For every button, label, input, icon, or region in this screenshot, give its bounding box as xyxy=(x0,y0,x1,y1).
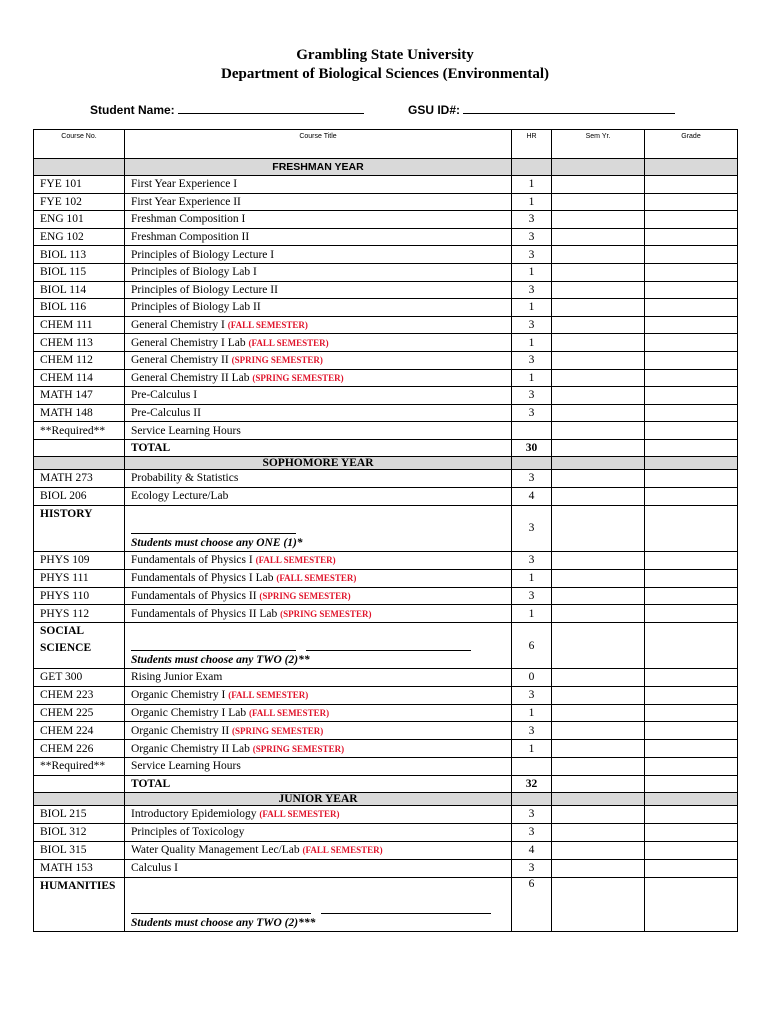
credit-hours: 1 xyxy=(528,178,535,191)
course-title: First Year Experience I xyxy=(131,178,238,191)
sem-yr-cell[interactable] xyxy=(552,551,645,569)
grade-cell[interactable] xyxy=(645,387,738,405)
course-row xyxy=(34,316,738,334)
course-code: CHEM 224 xyxy=(40,724,94,737)
credit-hours: 3 xyxy=(528,689,535,702)
credit-hours: 3 xyxy=(528,472,535,485)
course-code: BIOL 116 xyxy=(40,301,87,314)
course-row xyxy=(34,605,738,623)
credit-hours: 3 xyxy=(528,248,535,261)
course-code: MATH 148 xyxy=(40,407,93,420)
credit-hours: 1 xyxy=(528,572,535,585)
course-title: General Chemistry I xyxy=(131,319,225,332)
course-code: CHEM 113 xyxy=(40,336,93,349)
total-hours: 30 xyxy=(525,441,538,454)
elective-blank[interactable] xyxy=(131,903,311,914)
year-title: SOPHOMORE YEAR xyxy=(262,456,374,469)
course-row xyxy=(34,281,738,299)
course-row xyxy=(34,246,738,264)
course-code: PHYS 112 xyxy=(40,607,90,620)
course-row xyxy=(34,669,738,687)
course-code: ENG 102 xyxy=(40,231,84,244)
course-title: Water Quality Management Lec/Lab xyxy=(131,844,300,857)
grade-cell[interactable] xyxy=(645,686,738,704)
semester-note: (FALL SEMESTER) xyxy=(227,320,308,331)
course-code: GET 300 xyxy=(40,671,83,684)
sem-yr-cell[interactable] xyxy=(552,587,645,605)
sem-yr-cell[interactable] xyxy=(552,387,645,405)
credit-hours: 3 xyxy=(528,319,535,332)
sem-yr-cell[interactable] xyxy=(552,704,645,722)
course-row xyxy=(34,176,738,194)
col-grade: Grade xyxy=(681,133,701,140)
history-label: HISTORY xyxy=(40,507,93,520)
credit-hours: 3 xyxy=(528,826,535,839)
sem-yr-cell[interactable] xyxy=(552,877,645,931)
grade-cell[interactable] xyxy=(645,740,738,758)
course-code: CHEM 111 xyxy=(40,319,93,332)
department-title: Department of Biological Sciences (Environmental) xyxy=(220,66,549,82)
course-row xyxy=(34,740,738,758)
sem-yr-cell[interactable] xyxy=(552,228,645,246)
sem-yr-cell[interactable] xyxy=(552,469,645,487)
course-title: Fundamentals of Physics II Lab xyxy=(131,607,278,620)
sem-yr-cell[interactable] xyxy=(552,669,645,687)
grade-cell[interactable] xyxy=(645,669,738,687)
course-code: CHEM 225 xyxy=(40,707,94,720)
course-code: PHYS 111 xyxy=(40,572,89,585)
course-title: Fundamentals of Physics II xyxy=(131,589,257,602)
sem-yr-cell[interactable] xyxy=(552,404,645,422)
course-title: Probability & Statistics xyxy=(131,472,239,485)
credit-hours: 3 xyxy=(528,231,535,244)
total-label: TOTAL xyxy=(131,441,171,454)
sem-yr-cell[interactable] xyxy=(552,422,645,440)
sem-yr-cell[interactable] xyxy=(552,281,645,299)
elective-row xyxy=(34,623,738,669)
semester-note: (SPRING SEMESTER) xyxy=(231,355,323,366)
course-title: Ecology Lecture/Lab xyxy=(131,490,229,503)
column-header-row xyxy=(34,130,738,159)
course-row xyxy=(34,263,738,281)
course-code: BIOL 315 xyxy=(40,844,87,857)
semester-note: (SPRING SEMESTER) xyxy=(280,608,372,619)
course-row xyxy=(34,369,738,387)
sem-yr-cell[interactable] xyxy=(552,740,645,758)
course-row xyxy=(34,299,738,317)
sem-yr-cell[interactable] xyxy=(552,211,645,229)
course-title: Pre-Calculus I xyxy=(131,389,198,402)
sem-yr-cell[interactable] xyxy=(552,605,645,623)
course-title: Freshman Composition I xyxy=(131,213,246,226)
course-code: CHEM 226 xyxy=(40,742,94,755)
credit-hours: 3 xyxy=(528,808,535,821)
sem-yr-cell[interactable] xyxy=(552,823,645,841)
grade-cell[interactable] xyxy=(645,805,738,823)
grade-cell[interactable] xyxy=(645,487,738,505)
course-title: Principles of Biology Lecture II xyxy=(131,283,278,296)
course-table xyxy=(33,129,738,932)
credit-hours: 1 xyxy=(528,742,535,755)
elective-instruction: Students must choose any TWO (2)** xyxy=(131,654,310,667)
grade-cell[interactable] xyxy=(645,228,738,246)
year-header xyxy=(34,159,738,176)
grade-cell[interactable] xyxy=(645,859,738,877)
sem-yr-cell[interactable] xyxy=(552,505,645,551)
grade-cell[interactable] xyxy=(645,775,738,792)
sem-yr-cell[interactable] xyxy=(552,758,645,776)
grade-cell[interactable] xyxy=(645,281,738,299)
credit-hours: 1 xyxy=(528,371,535,384)
grade-cell[interactable] xyxy=(645,758,738,776)
grade-cell[interactable] xyxy=(645,877,738,931)
course-row xyxy=(34,351,738,369)
course-title: General Chemistry I Lab xyxy=(131,336,246,349)
elective-instruction: Students must choose any TWO (2)*** xyxy=(131,916,316,929)
sem-yr-cell[interactable] xyxy=(552,176,645,194)
course-code: BIOL 312 xyxy=(40,826,87,839)
elective-blank[interactable] xyxy=(131,523,296,534)
credit-hours: 3 xyxy=(528,724,535,737)
credit-hours: 0 xyxy=(528,671,535,684)
sem-yr-cell[interactable] xyxy=(552,686,645,704)
course-title: Introductory Epidemiology xyxy=(131,808,257,821)
grade-cell[interactable] xyxy=(645,623,738,669)
credit-hours: 6 xyxy=(528,639,535,652)
semester-note: (FALL SEMESTER) xyxy=(259,809,340,820)
course-code: ENG 101 xyxy=(40,213,84,226)
grade-cell[interactable] xyxy=(645,193,738,211)
col-hr: HR xyxy=(526,133,537,140)
course-title: Principles of Biology Lab I xyxy=(131,266,257,279)
sem-yr-cell[interactable] xyxy=(552,487,645,505)
course-row xyxy=(34,334,738,352)
course-title: Fundamentals of Physics I Lab xyxy=(131,572,274,585)
semester-note: (FALL SEMESTER) xyxy=(248,708,330,719)
semester-note: (FALL SEMESTER) xyxy=(255,555,336,566)
sem-yr-cell[interactable] xyxy=(552,299,645,317)
semester-note: (FALL SEMESTER) xyxy=(302,845,383,856)
grade-cell[interactable] xyxy=(645,316,738,334)
course-title: Service Learning Hours xyxy=(131,760,241,773)
gsu-id-label: GSU ID#: xyxy=(408,103,461,117)
credit-hours: 1 xyxy=(528,336,535,349)
course-code: CHEM 114 xyxy=(40,371,93,384)
gsu-id-field xyxy=(408,101,675,117)
gsu-id-blank[interactable] xyxy=(463,101,675,114)
course-row xyxy=(34,228,738,246)
sem-yr-cell[interactable] xyxy=(552,859,645,877)
course-code: MATH 147 xyxy=(40,389,93,402)
sem-yr-cell[interactable] xyxy=(552,775,645,792)
course-row xyxy=(34,805,738,823)
credit-hours: 4 xyxy=(528,844,535,857)
elective-instruction: Students must choose any ONE (1)* xyxy=(131,536,303,549)
course-title: Organic Chemistry II xyxy=(131,724,230,737)
course-row xyxy=(34,569,738,587)
credit-hours: 6 xyxy=(528,877,535,890)
student-name-field xyxy=(90,101,364,117)
grade-cell[interactable] xyxy=(645,246,738,264)
sem-yr-cell[interactable] xyxy=(552,351,645,369)
grade-cell[interactable] xyxy=(645,211,738,229)
course-code: **Required** xyxy=(40,760,106,773)
credit-hours: 3 xyxy=(528,522,535,535)
semester-note: (SPRING SEMESTER) xyxy=(232,725,324,736)
university-title: Grambling State University xyxy=(296,47,474,63)
col-course-no: Course No. xyxy=(61,133,97,140)
credit-hours: 3 xyxy=(528,354,535,367)
semester-note: (SPRING SEMESTER) xyxy=(259,590,351,601)
social-label-1: SOCIAL xyxy=(40,625,85,638)
student-name-blank[interactable] xyxy=(178,101,364,114)
student-name-label: Student Name: xyxy=(90,103,175,117)
total-label: TOTAL xyxy=(131,777,171,790)
course-row xyxy=(34,551,738,569)
course-code: BIOL 115 xyxy=(40,266,87,279)
credit-hours: 3 xyxy=(528,554,535,567)
grade-cell[interactable] xyxy=(645,351,738,369)
course-title: Rising Junior Exam xyxy=(131,671,223,684)
year-title: FRESHMAN YEAR xyxy=(272,161,364,173)
elective-blank[interactable] xyxy=(306,640,471,651)
grade-cell[interactable] xyxy=(645,439,738,456)
course-row xyxy=(34,859,738,877)
total-row xyxy=(34,439,738,456)
course-row xyxy=(34,422,738,440)
course-code: BIOL 113 xyxy=(40,248,87,261)
sem-yr-cell[interactable] xyxy=(552,439,645,456)
sem-yr-cell[interactable] xyxy=(552,246,645,264)
total-row xyxy=(34,775,738,792)
sem-yr-cell[interactable] xyxy=(552,805,645,823)
course-code: **Required** xyxy=(40,424,106,437)
sem-yr-cell[interactable] xyxy=(552,369,645,387)
course-title: Service Learning Hours xyxy=(131,424,241,437)
semester-note: (SPRING SEMESTER) xyxy=(252,743,345,754)
course-title: Organic Chemistry II Lab xyxy=(131,742,250,755)
grade-cell[interactable] xyxy=(645,263,738,281)
credit-hours: 3 xyxy=(528,389,535,402)
grade-cell[interactable] xyxy=(645,422,738,440)
course-code: CHEM 223 xyxy=(40,689,94,702)
course-row xyxy=(34,722,738,740)
credit-hours: 1 xyxy=(528,607,535,620)
col-sem-yr: Sem Yr. xyxy=(585,133,611,140)
credit-hours: 1 xyxy=(528,195,535,208)
course-title: General Chemistry II xyxy=(131,354,229,367)
credit-hours: 3 xyxy=(528,589,535,602)
grade-cell[interactable] xyxy=(645,587,738,605)
social-label-2: SCIENCE xyxy=(40,642,92,655)
course-title: Freshman Composition II xyxy=(131,231,250,244)
sem-yr-cell[interactable] xyxy=(552,316,645,334)
course-code: PHYS 110 xyxy=(40,589,90,602)
elective-row xyxy=(34,877,738,931)
course-code: FYE 102 xyxy=(40,195,82,208)
course-code: MATH 153 xyxy=(40,862,93,875)
semester-note: (FALL SEMESTER) xyxy=(276,573,357,584)
course-row xyxy=(34,704,738,722)
sem-yr-cell[interactable] xyxy=(552,263,645,281)
sem-yr-cell[interactable] xyxy=(552,193,645,211)
course-code: FYE 101 xyxy=(40,178,82,191)
credit-hours: 3 xyxy=(528,862,535,875)
col-course-title: Course Title xyxy=(299,133,337,140)
course-row xyxy=(34,469,738,487)
course-code: BIOL 114 xyxy=(40,283,87,296)
grade-cell[interactable] xyxy=(645,551,738,569)
course-row xyxy=(34,823,738,841)
course-title: Principles of Biology Lecture I xyxy=(131,248,275,261)
course-row xyxy=(34,211,738,229)
credit-hours: 3 xyxy=(528,283,535,296)
sem-yr-cell[interactable] xyxy=(552,623,645,669)
course-code: BIOL 215 xyxy=(40,808,87,821)
year-title: JUNIOR YEAR xyxy=(278,792,358,805)
course-code: CHEM 112 xyxy=(40,354,93,367)
grade-cell[interactable] xyxy=(645,176,738,194)
course-row xyxy=(34,587,738,605)
grade-cell[interactable] xyxy=(645,299,738,317)
course-title: Pre-Calculus II xyxy=(131,407,201,420)
sem-yr-cell[interactable] xyxy=(552,841,645,859)
grade-cell[interactable] xyxy=(645,469,738,487)
course-code: BIOL 206 xyxy=(40,490,87,503)
course-title: First Year Experience II xyxy=(131,195,241,208)
year-header xyxy=(34,792,738,805)
sem-yr-cell[interactable] xyxy=(552,334,645,352)
elective-blank[interactable] xyxy=(131,640,296,651)
course-row xyxy=(34,487,738,505)
credit-hours: 3 xyxy=(528,407,535,420)
semester-note: (SPRING SEMESTER) xyxy=(252,372,344,383)
course-title: Calculus I xyxy=(131,862,178,875)
course-row xyxy=(34,193,738,211)
grade-cell[interactable] xyxy=(645,823,738,841)
course-title: Principles of Toxicology xyxy=(131,826,245,839)
grade-cell[interactable] xyxy=(645,605,738,623)
grade-cell[interactable] xyxy=(645,569,738,587)
course-row xyxy=(34,841,738,859)
course-code: MATH 273 xyxy=(40,472,93,485)
grade-cell[interactable] xyxy=(645,505,738,551)
semester-note: (FALL SEMESTER) xyxy=(228,690,309,701)
credit-hours: 3 xyxy=(528,213,535,226)
course-title: Organic Chemistry I xyxy=(131,689,226,702)
sem-yr-cell[interactable] xyxy=(552,722,645,740)
grade-cell[interactable] xyxy=(645,722,738,740)
course-code: PHYS 109 xyxy=(40,554,90,567)
course-row xyxy=(34,387,738,405)
grade-cell[interactable] xyxy=(645,704,738,722)
credit-hours: 1 xyxy=(528,301,535,314)
sem-yr-cell[interactable] xyxy=(552,569,645,587)
year-header xyxy=(34,456,738,469)
credit-hours: 1 xyxy=(528,266,535,279)
credit-hours: 4 xyxy=(528,490,535,503)
elective-row xyxy=(34,505,738,551)
course-row xyxy=(34,686,738,704)
grade-cell[interactable] xyxy=(645,841,738,859)
grade-cell[interactable] xyxy=(645,404,738,422)
course-row xyxy=(34,404,738,422)
elective-blank[interactable] xyxy=(321,903,491,914)
semester-note: (FALL SEMESTER) xyxy=(248,337,329,348)
total-hours: 32 xyxy=(525,777,538,790)
course-title: Principles of Biology Lab II xyxy=(131,301,261,314)
grade-cell[interactable] xyxy=(645,369,738,387)
course-title: Organic Chemistry I Lab xyxy=(131,707,247,720)
humanities-label: HUMANITIES xyxy=(40,879,116,892)
grade-cell[interactable] xyxy=(645,334,738,352)
course-row xyxy=(34,758,738,776)
course-title: Fundamentals of Physics I xyxy=(131,554,253,567)
course-title: General Chemistry II Lab xyxy=(131,371,250,384)
credit-hours: 1 xyxy=(528,707,535,720)
